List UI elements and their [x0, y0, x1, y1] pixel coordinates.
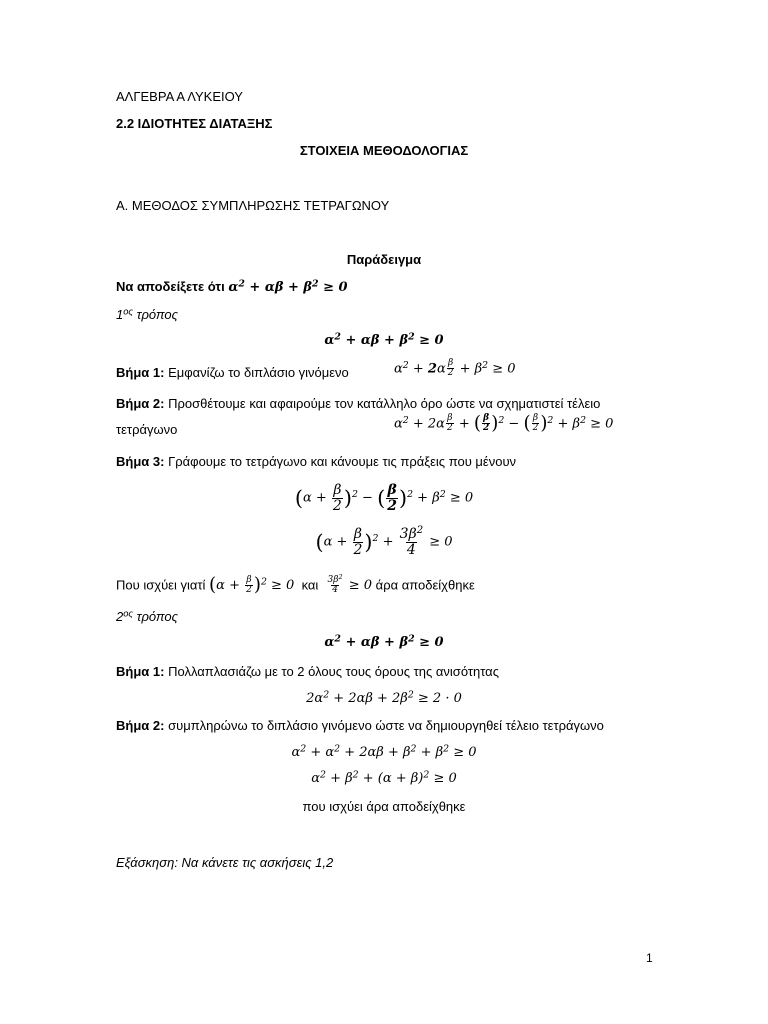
section-title: ΣΤΟΙΧΕΙΑ ΜΕΘΟΔΟΛΟΓΙΑΣ [299, 143, 469, 158]
way1-step3-math-2: (α + $\frac{\beta}{2}$ )$^2$ + $\frac{3\beta^2}{4}$ ≥ 0 [315, 524, 453, 558]
chapter-title: 2.2 ΙΔΙΟΤΗΤΕΣ ΔΙΑΤΑΞΗΣ [116, 116, 273, 131]
way2-conclusion: που ισχύει άρα αποδείχθηκε [302, 799, 466, 814]
way2-inequality: $\alpha^2 + \alpha\beta + \beta^2 \ge 0$ [324, 633, 444, 650]
way2-label: $2^{o\varsigma}$ τρόπος [116, 608, 178, 624]
exercise-note: Εξάσκηση: Να κάνετε τις ασκήσεις 1,2 [116, 855, 334, 870]
way2-step1-math: $2\alpha^2 + 2\alpha\beta + 2\beta^2 \ge 2 \cdot 0$ [306, 689, 462, 706]
way1-inequality: $\alpha^2 + \alpha\beta + \beta^2 \ge 0$ [324, 331, 444, 348]
way1-step1-math: $\alpha^2 + 2\alpha$ $\frac{\beta}{2}$ + $\beta^2 \ge 0$ [394, 358, 516, 379]
way2-step2-math-2: $\alpha^2 + \beta^2 + (\alpha + \beta)^2 \ge 0$ [311, 769, 457, 786]
way1-step2: Βήμα 2: Προσθέτουμε και αφαιρούμε τον κατάλληλο όρο ώστε να σχηματιστεί τέλειο [116, 396, 601, 411]
way2-step1: Βήμα 1: Πολλαπλασιάζω με το 2 όλους τους όρους της ανισότητας [116, 664, 499, 679]
way1-step1: Βήμα 1: Εμφανίζω το διπλάσιο γινόμενο [116, 365, 349, 380]
way1-step2-cont: τετράγωνο [116, 422, 178, 437]
course-title: ΑΛΓΕΒΡΑ Α ΛΥΚΕΙΟΥ [116, 89, 243, 104]
example-heading: Παράδειγμα [346, 252, 422, 267]
method-title: Α. ΜΕΘΟΔΟΣ ΣΥΜΠΛΗΡΩΣΗΣ ΤΕΤΡΑΓΩΝΟΥ [116, 198, 390, 213]
way1-step3-math-1: (α + $\frac{\beta}{2}$ )$^2$ − ( $\frac{\beta}{2}$ )$^2 + \beta^2 \ge 0$ [294, 482, 474, 514]
problem-prefix: Να αποδείξετε ότι [116, 279, 225, 294]
page-number: 1 [646, 951, 653, 965]
way1-step2-math: $\alpha^2 + 2\alpha$ $\frac{\beta}{2}$ + ( $\frac{\beta}{2}$ )$^2$ − ( $\frac{\beta}{2}$ )$^2 + \beta^2 \ge 0$ [394, 412, 614, 434]
way1-step3: Βήμα 3: Γράφουμε το τετράγωνο και κάνουμε τις πράξεις που μένουν [116, 454, 517, 469]
way2-step2-math-1: $\alpha^2 + \alpha^2 + 2\alpha\beta + \beta^2 + \beta^2 \ge 0$ [291, 743, 477, 760]
way1-conclusion: Που ισχύει γιατί (α + $\frac{\beta}{2}$ )$^2$ ≥ 0 και $\frac{3\beta^2}{4}$ ≥ 0 άρα αποδείχθηκε [116, 572, 475, 596]
way1-label: $1^{o\varsigma}$ τρόπος [116, 306, 178, 322]
way2-step2: Βήμα 2: συμπληρώνω το διπλάσιο γινόμενο ώστε να δημιουργηθεί τέλειο τετράγωνο [116, 718, 604, 733]
problem-statement [116, 280, 348, 294]
problem-inequality: $\alpha^2 + \alpha\beta + \beta^2 \ge 0$ [228, 278, 348, 295]
